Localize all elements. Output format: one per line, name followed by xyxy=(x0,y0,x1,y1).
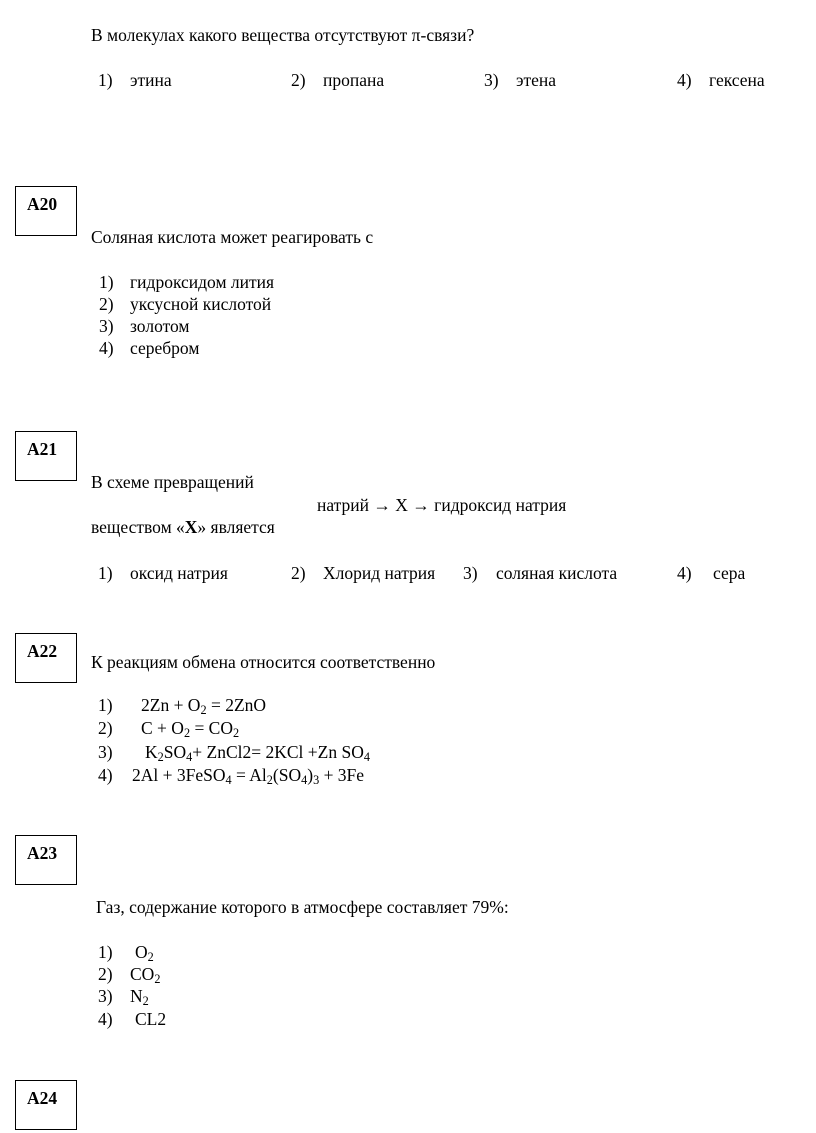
a23-option-3: $N_2$ xyxy=(130,986,149,1009)
a22-option-1: $2Zn + O_2 = 2ZnO$ xyxy=(141,695,267,718)
a21-label: А21 xyxy=(27,439,58,459)
q19-option-2-num: 2) xyxy=(291,70,306,90)
a21-option-2: Хлорид натрия xyxy=(323,563,436,583)
a23-option-3-num: 3) xyxy=(98,986,113,1006)
q19-option-2: пропана xyxy=(323,70,385,90)
q19-option-1-num: 1) xyxy=(98,70,113,90)
a23-option-2-num: 2) xyxy=(98,964,113,984)
a20-option-2: уксусной кислотой xyxy=(130,294,272,314)
a21-question-tail: веществом «X» является xyxy=(91,517,275,537)
a23-option-2: $CO_2$ xyxy=(130,964,161,987)
a20-option-4: серебром xyxy=(130,338,200,358)
q19-option-3: этена xyxy=(516,70,557,90)
a22-option-4: 2Al + 3FeSO$_4$ = $Al_2(SO_4)_3 + 3Fe$ xyxy=(132,765,365,788)
a20-option-2-num: 2) xyxy=(99,294,114,314)
a21-scheme: натрий → X → гидроксид натрия xyxy=(317,495,567,515)
a20-label: А20 xyxy=(27,194,58,214)
a22-option-3-num: 3) xyxy=(98,742,113,762)
a23-option-1: $O_2$ xyxy=(135,942,154,965)
a23-option-1-num: 1) xyxy=(98,942,113,962)
question-19-text: В молекулах какого вещества отсутствуют π-связи? xyxy=(91,25,475,45)
a20-option-4-num: 4) xyxy=(99,338,114,358)
a21-option-3-num: 3) xyxy=(463,563,478,583)
q19-option-3-num: 3) xyxy=(484,70,499,90)
a20-option-3-num: 3) xyxy=(99,316,114,336)
a20-option-3: золотом xyxy=(130,316,190,336)
a21-option-1-num: 1) xyxy=(98,563,113,583)
q19-option-4: гексена xyxy=(709,70,765,90)
a21-option-4-num: 4) xyxy=(677,563,692,583)
a22-option-1-num: 1) xyxy=(98,695,113,715)
a20-question: Соляная кислота может реагировать с xyxy=(91,227,374,247)
q19-option-4-num: 4) xyxy=(677,70,692,90)
a22-option-2-num: 2) xyxy=(98,718,113,738)
a24-label-box xyxy=(15,1080,77,1130)
a21-label-box xyxy=(15,431,77,481)
a24-label: А24 xyxy=(27,1088,58,1108)
a20-label-box xyxy=(15,186,77,236)
a23-question: Газ, содержание которого в атмосфере составляет 79%: xyxy=(96,897,509,917)
a21-question: В схеме превращений xyxy=(91,472,254,492)
a21-x-bold: X xyxy=(184,517,198,537)
a21-option-2-num: 2) xyxy=(291,563,306,583)
a22-option-2: $C + O_2 = CO_2$ xyxy=(141,718,240,741)
a23-option-4-num: 4) xyxy=(98,1009,113,1029)
a21-option-1: оксид натрия xyxy=(130,563,228,583)
q19-option-1: этина xyxy=(130,70,172,90)
a22-question: К реакциям обмена относится соответственно xyxy=(91,652,436,672)
a22-option-4-num: 4) xyxy=(98,765,113,785)
a22-option-3: $K_2SO_4+$ ZnCl2= 2KCl +Zn $SO_4$ xyxy=(145,742,370,765)
a20-option-1: гидроксидом лития xyxy=(130,272,275,292)
a23-option-4: CL2 xyxy=(135,1009,167,1029)
a23-label-box xyxy=(15,835,77,885)
a20-option-1-num: 1) xyxy=(99,272,114,292)
a23-label: А23 xyxy=(27,843,58,863)
a21-option-3: соляная кислота xyxy=(496,563,618,583)
a21-option-4: сера xyxy=(713,563,746,583)
a22-label-box xyxy=(15,633,77,683)
a22-label: А22 xyxy=(27,641,58,661)
